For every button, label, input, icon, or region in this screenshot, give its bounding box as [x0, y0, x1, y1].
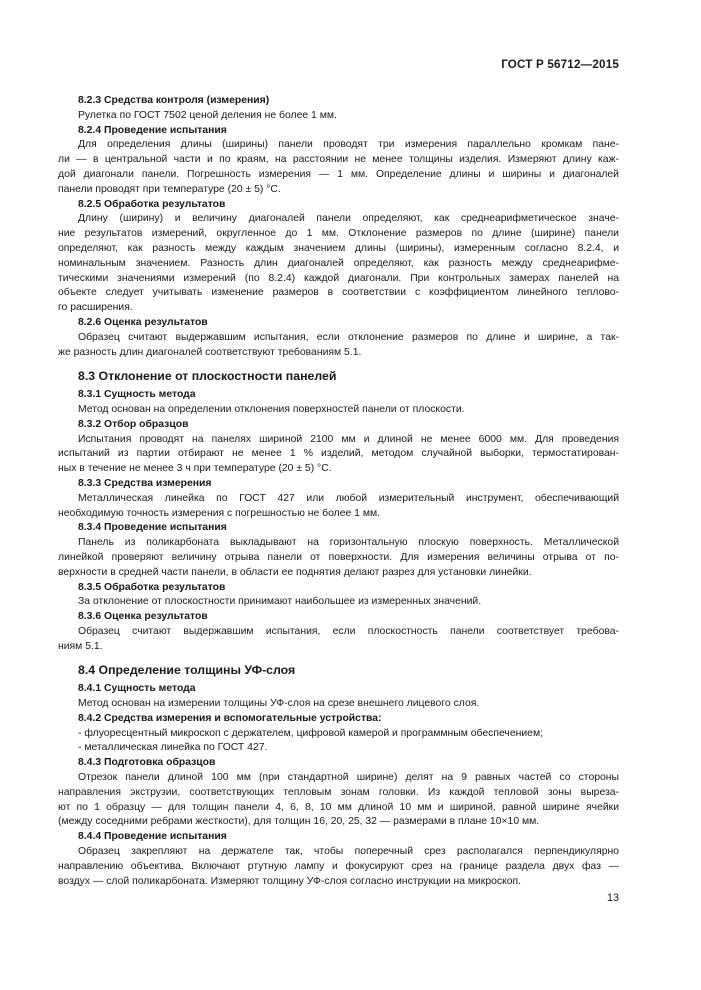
- clause-heading: 8.4.3 Подготовка образцов: [78, 757, 216, 769]
- paragraph-line: Образец считают выдержавшим испытания, если плоскостность панели соответствует требова-: [78, 625, 619, 637]
- paragraph-line: го расширения.: [58, 302, 133, 314]
- paragraph-line: направления экструзии, соответствующих тепловым зонам головки. Из каждой тепловой зоны выреза-: [58, 786, 619, 798]
- paragraph: [58, 492, 619, 522]
- paragraph-line: Длину (ширину) и величину диагоналей панели определяют, как среднеарифметическое значе-: [78, 213, 619, 225]
- section-heading: 8.4 Определение толщины УФ-слоя: [78, 663, 296, 678]
- paragraph-line: ных в течение не менее 3 ч при температуре (20 ± 5) °С.: [58, 463, 332, 475]
- paragraph-line: Панель из поликарбоната выкладывают на горизонтальную плоскую поверхность. Металлической: [78, 537, 619, 549]
- paragraph-line: За отклонение от плоскостности принимают наибольшее из измеренных значений.: [78, 596, 482, 608]
- paragraph-line: объекте следует учитывать изменение размеров в соответствии с коэффициентом линейного теплово-: [58, 287, 619, 299]
- paragraph-line: Метод основан на измерении толщины УФ-слоя на срезе внешнего лицевого слоя.: [78, 698, 480, 710]
- paragraph-line: тическими значениями измерений (по 8.2.4) каждой диагонали. При контрольных замерах панелей на: [58, 272, 619, 284]
- clause-heading: 8.2.4 Проведение испытания: [78, 124, 227, 136]
- paragraph: [58, 845, 619, 889]
- paragraph-line: ниям 5.1.: [58, 640, 103, 652]
- paragraph-line: необходимую точность измерения с погрешностью не более 1 мм.: [58, 507, 381, 519]
- paragraph: [58, 138, 619, 197]
- paragraph-line: ли — в центральной части и по краям, на расстоянии не менее толщины изделия. Измеряют длину каж-: [58, 154, 619, 166]
- paragraph-line: Испытания проводят на панелях шириной 2100 мм и длиной не менее 6000 мм. Для проведения: [78, 433, 619, 445]
- clause-heading: 8.3.5 Обработка результатов: [78, 581, 226, 593]
- paragraph-line: (между соседними ребрами жесткости), для толщин 16, 20, 25, 32 — размерами в плане 10×10 мм.: [58, 816, 540, 828]
- document-header-standard-number: ГОСТ Р 56712—2015: [501, 58, 619, 71]
- paragraph-line: Для определения длины (ширины) панели проводят три измерения параллельно кромкам пане-: [78, 139, 619, 151]
- paragraph-line: номинальным значением. Разность длин диагоналей определяют, как разность между среднеарифме-: [58, 257, 619, 269]
- clause-heading: 8.3.3 Средства измерения: [78, 477, 212, 489]
- paragraph: [58, 595, 619, 610]
- clause-heading: 8.4.2 Средства измерения и вспомогательные устройства:: [78, 712, 382, 724]
- paragraph-line: дой диагонали панели. Погрешность измерения — 1 мм. Определение длины и ширины и диагоналей: [58, 168, 619, 180]
- paragraph-line: воздух — слой поликарбоната. Измеряют толщину УФ-слоя согласно инструкции на микроскоп.: [58, 875, 522, 887]
- paragraph: [58, 109, 619, 124]
- paragraph: [58, 697, 619, 712]
- paragraph-line: Металлическая линейка по ГОСТ 427 или любой измерительный инструмент, обеспечивающий: [78, 492, 619, 504]
- paragraph-line: Метод основан на определении отклонения поверхностей панели от плоскости.: [78, 403, 465, 415]
- paragraph-line: направлению объектива. Включают ртутную лампу и фокусируют срез на границе раздела двух фаз —: [58, 860, 619, 872]
- paragraph-line: Образец закрепляют на держателе так, чтобы поперечный срез располагался перпендикулярно: [78, 846, 619, 858]
- paragraph-line: линейкой проверяют величину отрыва панели от поверхности. Для измерения величины отрыва от по-: [58, 551, 619, 563]
- clause-heading: 8.4.4 Проведение испытания: [78, 831, 227, 843]
- clause-heading: 8.2.6 Оценка результатов: [78, 316, 208, 328]
- document-body: [58, 94, 619, 889]
- paragraph-line: панели проводят при температуре (20 ± 5) °С.: [58, 183, 281, 195]
- clause-heading: 8.4.1 Сущность метода: [78, 683, 196, 695]
- page-number: 13: [606, 892, 619, 904]
- paragraph-line: испытаний из партии отбирают не менее 1 % изделий, методом случайной выборки, термостатирован-: [58, 448, 619, 460]
- paragraph: [58, 771, 619, 830]
- paragraph-line: верхности в средней части панели, в области ее поднятия делают разрез для установки линейки.: [58, 566, 532, 578]
- clause-heading: 8.3.2 Отбор образцов: [78, 418, 189, 430]
- paragraph: [58, 536, 619, 580]
- paragraph-line: ют по 1 образцу — для толщин панели 4, 6, 8, 10 мм длиной 10 мм и шириной, равной ширине ячейки: [58, 801, 619, 813]
- clause-heading: 8.2.3 Средства контроля (измерения): [78, 95, 270, 106]
- paragraph-line: Отрезок панели длиной 100 мм (при стандартной ширине) делят на 9 равных частей со стороны: [78, 772, 619, 784]
- paragraph: [58, 433, 619, 477]
- paragraph: [58, 212, 619, 316]
- paragraph-line: определяют, как разность между каждым значением длины (ширины), измеренным согласно 8.2.4, и: [58, 242, 619, 254]
- paragraph-line: Рулетка по ГОСТ 7502 ценой деления не более 1 мм.: [78, 109, 337, 121]
- list-item: - металлическая линейка по ГОСТ 427.: [78, 742, 268, 754]
- section-heading: 8.3 Отклонение от плоскостности панелей: [78, 369, 337, 384]
- paragraph-line: же разность длин диагоналей соответствуют требованиям 5.1.: [58, 346, 362, 358]
- clause-heading: 8.2.5 Обработка результатов: [78, 198, 226, 210]
- paragraph-line: Образец считают выдержавшим испытания, если отклонение размеров по длине и ширине, а так-: [78, 331, 619, 343]
- paragraph: [58, 403, 619, 418]
- paragraph: [58, 331, 619, 361]
- clause-heading: 8.3.4 Проведение испытания: [78, 522, 227, 534]
- clause-heading: 8.3.1 Сущность метода: [78, 389, 196, 401]
- list-item: - флуоресцентный микроскоп с держателем, цифровой камерой и программным обеспечением;: [78, 727, 543, 739]
- dash-list: [58, 727, 619, 757]
- paragraph: [58, 625, 619, 655]
- paragraph-line: ние результатов измерений, округленное до 1 мм. Отклонение размеров по длине (ширине) панели: [58, 228, 619, 240]
- clause-heading: 8.3.6 Оценка результатов: [78, 611, 208, 623]
